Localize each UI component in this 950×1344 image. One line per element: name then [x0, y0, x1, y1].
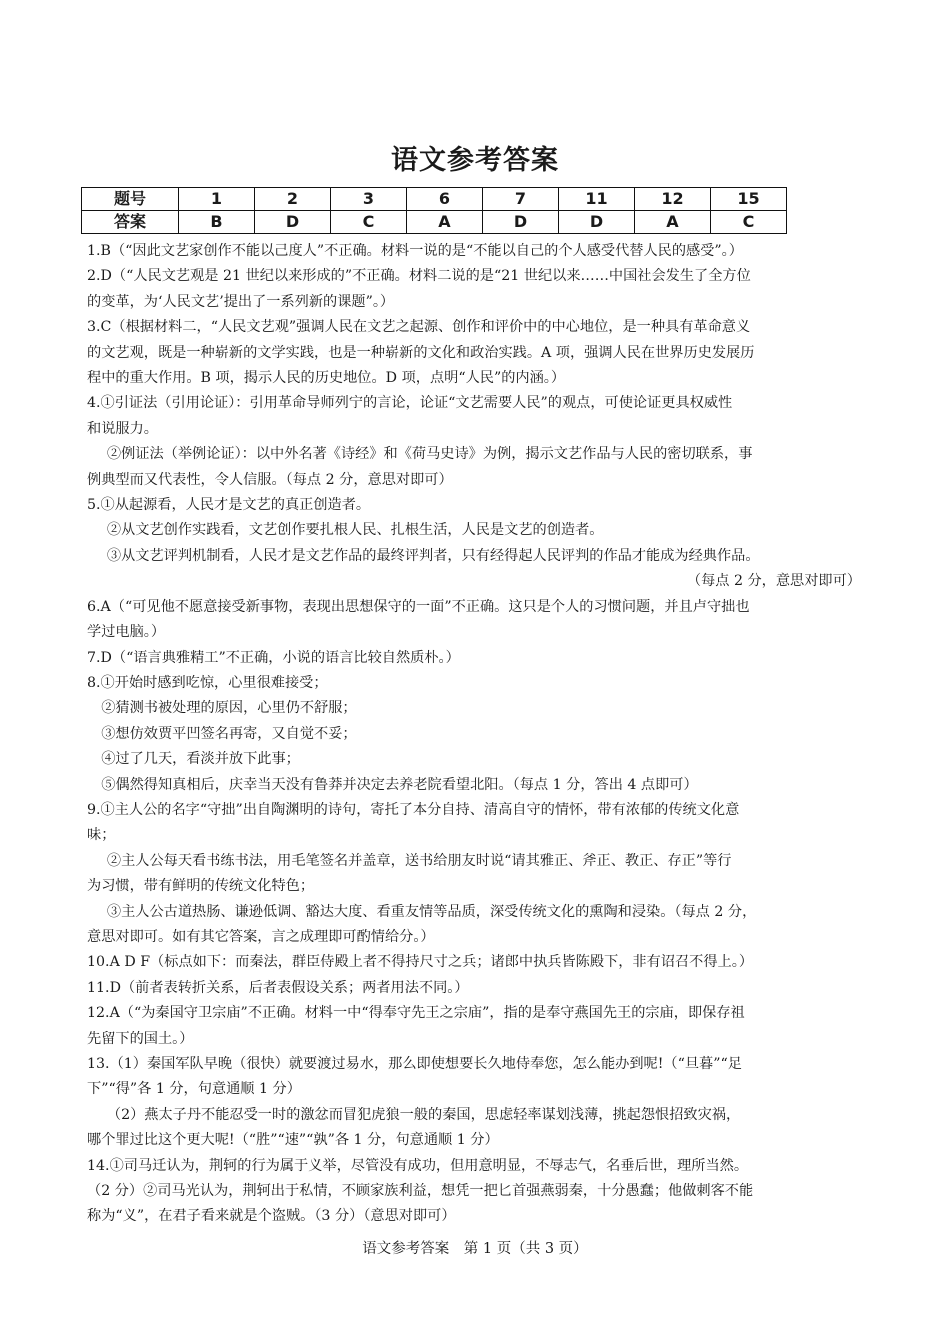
text-line: 4.①引证法（引用论证）：引用革命导师列宁的言论，论证“文艺需要人民”的观点，可使论证更具权威性 [87, 395, 733, 412]
answer-row [82, 211, 787, 234]
answer-explanations [87, 239, 867, 1230]
answer-cell: B [179, 211, 255, 234]
text-line: ②主人公每天看书练书法，用毛笔签名并盖章，送书给朋友时说“请其雅正、斧正、教正、存正”等行 [106, 852, 732, 869]
text-line: 例典型而又代表性，令人信服。（每点 2 分，意思对即可） [87, 471, 453, 488]
text-line: ⑤偶然得知真相后，庆幸当天没有鲁莽并决定去养老院看望北阳。（每点 1 分，答出 4 点即可） [101, 776, 698, 793]
answer-cell: D [559, 211, 635, 234]
text-line: 9.①主人公的名字“守拙”出自陶渊明的诗句，寄托了本分自持、清高自守的情怀，带有浓郁的传统文化意 [87, 801, 740, 818]
text-line: 13.（1）秦国军队早晚（很快）就要渡过易水，那么即使想要长久地侍奉您，怎么能办到呢!（“旦暮”“足 [87, 1056, 742, 1072]
question-number-cell: 12 [635, 188, 711, 211]
question-number-cell: 2 [255, 188, 331, 211]
text-line: 6.A（“可见他不愿意接受新事物，表现出思想保守的一面”不正确。这只是个人的习惯问题，并且卢守拙也 [87, 598, 750, 615]
page-title: 语文参考答案 [391, 145, 559, 176]
text-line: 味； [87, 827, 116, 844]
row-label-question: 题号 [82, 188, 179, 211]
answer-cell: C [711, 211, 787, 234]
text-line: 14.①司马迁认为，荆轲的行为属于义举，尽管没有成功，但用意明显，不辱志气，名垂后世，理所当然。 [87, 1157, 749, 1174]
question-number-row [82, 188, 787, 211]
question-number-cell: 7 [483, 188, 559, 211]
text-line: 为习惯，带有鲜明的传统文化特色； [87, 878, 315, 895]
answer-cell: A [407, 211, 483, 234]
text-line: ③从文艺评判机制看，人民才是文艺作品的最终评判者，只有经得起人民评判的作品才能成为经典作品。 [106, 547, 760, 564]
text-line: 2.D（“人民文艺观是 21 世纪以来形成的”不正确。材料二说的是“21 世纪以来……中国社会发生了全方位 [87, 268, 751, 285]
text-line: 1.B（“因此文艺家创作不能以己度人”不正确。材料一说的是“不能以自己的个人感受代替人民的感受”。） [87, 243, 743, 259]
text-line: 意思对即可。如有其它答案，言之成理即可酌情给分。） [87, 928, 435, 945]
text-line: 学过电脑。） [87, 624, 166, 641]
text-line: 12.A（“为秦国守卫宗庙”不正确。材料一中“得奉守先王之宗庙”，指的是奉守燕国先王的宗庙，即保存祖 [87, 1005, 745, 1022]
text-line: 和说服力。 [87, 420, 158, 437]
text-line: 3.C（根据材料二，“人民文艺观”强调人民在文艺之起源、创作和评价中的中心地位，是一种具有革命意义 [87, 319, 751, 336]
text-line: ②从文艺创作实践看，文艺创作要扎根人民、扎根生活，人民是文艺的创造者。 [106, 522, 604, 539]
text-line: ②猜测书被处理的原因，心里仍不舒服； [101, 700, 357, 717]
page-footer: 语文参考答案 第 1 页（共 3 页） [362, 1241, 588, 1257]
answer-cell: D [255, 211, 331, 234]
text-line: 8.①开始时感到吃惊，心里很难接受； [87, 674, 328, 691]
text-line: 5.①从起源看，人民才是文艺的真正创造者。 [87, 497, 371, 514]
text-line: ④过了几天，看淡并放下此事； [101, 751, 300, 768]
question-number-cell: 3 [331, 188, 407, 211]
text-line: ③想仿效贾平凹签名再寄，又自觉不妥； [101, 725, 357, 742]
text-line: 下”“得”各 1 分，句意通顺 1 分） [87, 1081, 301, 1098]
text-line: （2）燕太子丹不能忍受一时的激忿而冒犯虎狼一般的秦国，思虑轻率谋划浅薄，挑起怨恨招致灾祸， [106, 1106, 741, 1123]
text-line: ③主人公古道热肠、谦逊低调、豁达大度、看重友情等品质，深受传统文化的熏陶和浸染。（每点 2 分， [106, 903, 757, 920]
answer-cell: D [483, 211, 559, 234]
text-line: 程中的重大作用。B 项，揭示人民的历史地位。D 项，点明“人民”的内涵。） [87, 370, 566, 387]
question-number-cell: 1 [179, 188, 255, 211]
text-line: 11.D（前者表转折关系，后者表假设关系；两者用法不同。） [87, 979, 469, 996]
text-line: （每点 2 分，意思对即可） [686, 573, 861, 590]
row-label-answer: 答案 [82, 211, 179, 234]
question-number-cell: 15 [711, 188, 787, 211]
text-line: 10.A D F（标点如下：而秦法，群臣侍殿上者不得持尺寸之兵；诸郎中执兵皆陈殿下，非有诏召不得上。） [87, 954, 754, 971]
question-number-cell: 6 [407, 188, 483, 211]
question-number-cell: 11 [559, 188, 635, 211]
text-line: 7.D（“语言典雅精工”不正确，小说的语言比较自然质朴。） [87, 649, 460, 666]
text-line: 称为“义”，在君子看来就是个盗贼。（3 分）（意思对即可） [87, 1208, 456, 1225]
answer-cell: A [635, 211, 711, 234]
text-line: （2 分）②司马光认为，荆轲出于私情，不顾家族利益，想凭一把匕首强燕弱秦，十分愚蠢；他做刺客不能 [87, 1183, 754, 1200]
answer-table [81, 187, 787, 234]
text-line: 的文艺观，既是一种崭新的文学实践，也是一种崭新的文化和政治实践。A 项，强调人民在世界历史发展历 [87, 344, 755, 361]
text-line: 先留下的国土。） [87, 1030, 194, 1047]
text-line: 的变革，为‘人民文艺’提出了一系列新的课题”。） [87, 293, 395, 310]
text-line: ②例证法（举例论证）：以中外名著《诗经》和《荷马史诗》为例，揭示文艺作品与人民的密切联系，事 [106, 446, 753, 463]
text-line: 哪个罪过比这个更大呢!（“胜”“速”“孰”各 1 分，句意通顺 1 分） [87, 1132, 499, 1149]
answer-cell: C [331, 211, 407, 234]
